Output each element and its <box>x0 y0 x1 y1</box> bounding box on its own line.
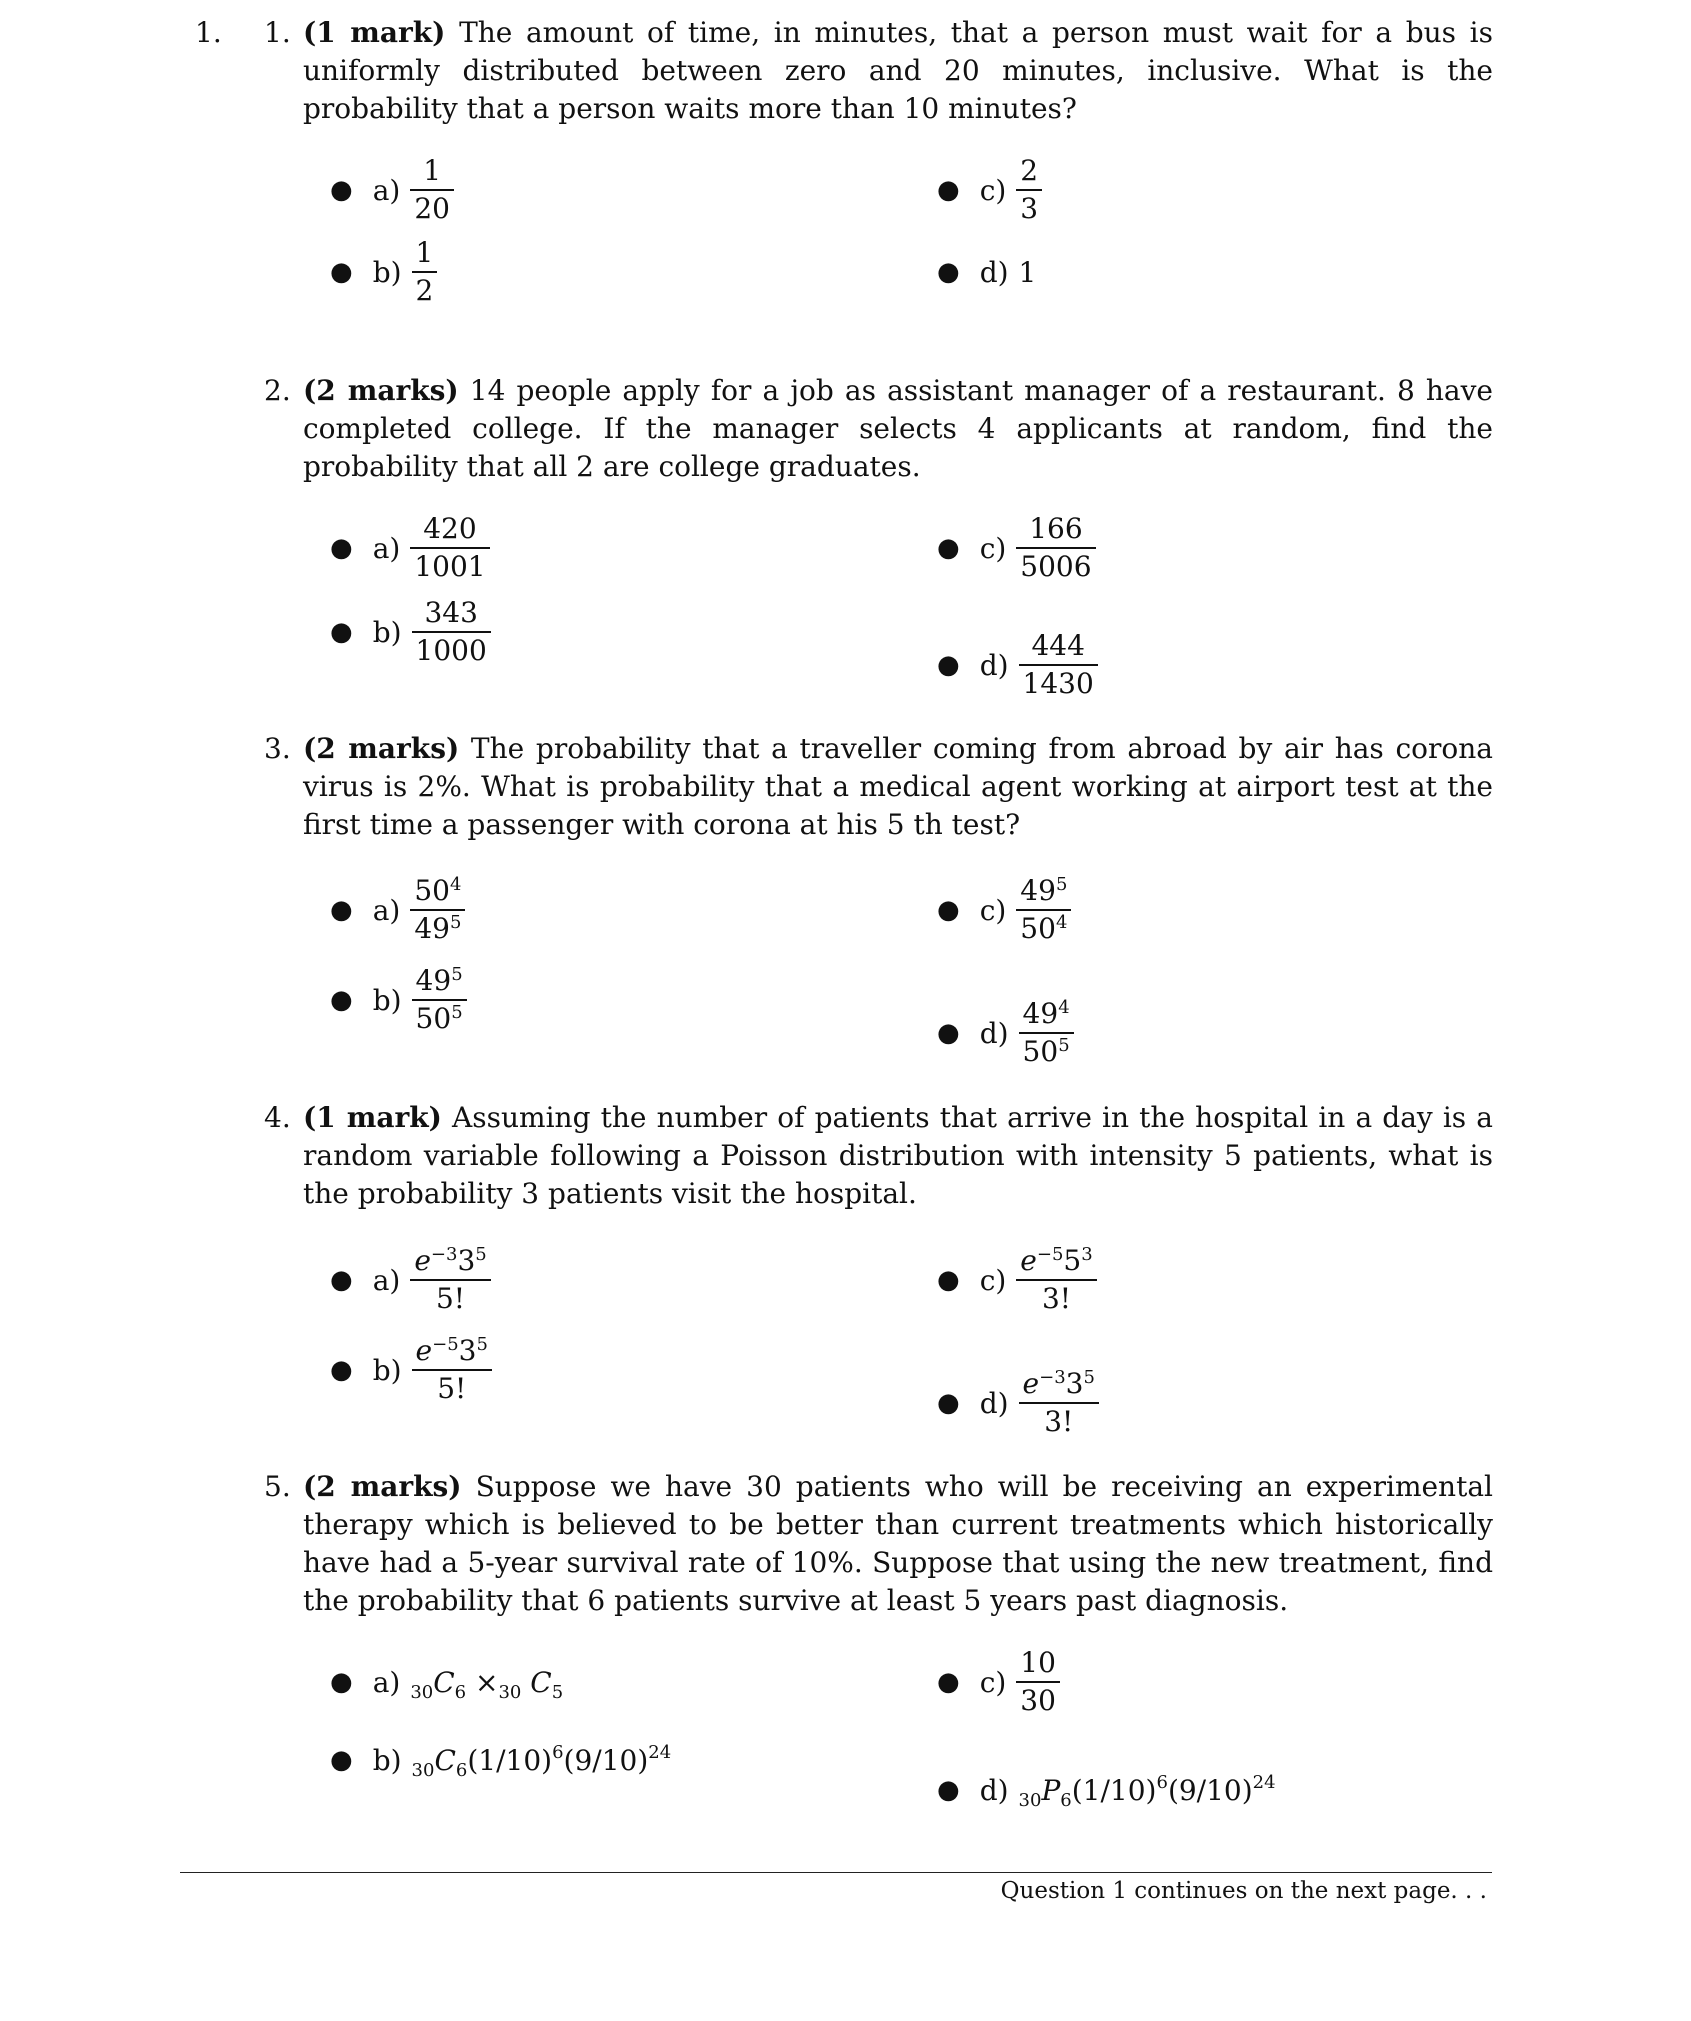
q5-option-b[interactable] <box>330 1720 671 1800</box>
option-label: d) <box>979 1773 1009 1807</box>
option-label: c) <box>979 173 1007 207</box>
q5-option-c[interactable] <box>937 1642 1060 1722</box>
q5-option-d[interactable] <box>937 1750 1276 1830</box>
fraction: $\frac{e^{-5}3^5}{5!}$ <box>412 1333 492 1407</box>
option-label: d) <box>979 1016 1009 1050</box>
option-label: b) <box>372 1353 402 1387</box>
option-expression: $_{30}P_6(1/10)^6(9/10)^{24}$ <box>1018 1771 1276 1811</box>
bullet-icon: ● <box>330 1745 353 1775</box>
bullet-icon: ● <box>330 257 353 287</box>
question-5-body: Suppose we have 30 patients who will be receiving an experimental therapy which is believed to be better than current treatments which historically have had a 5-year survival rate of 10%. Suppose that using the new treatment, find the probability that 6 patients survive at least 5 years past diagnosis. <box>303 1470 1493 1617</box>
fraction: $\frac{49^5}{50^4}$ <box>1016 873 1071 947</box>
option-label: b) <box>372 255 402 289</box>
bullet-icon: ● <box>330 175 353 205</box>
q2-option-a[interactable] <box>330 508 490 588</box>
option-expression: $_{30}C_6(1/10)^6(9/10)^{24}$ <box>411 1741 672 1781</box>
option-label: b) <box>372 1743 402 1777</box>
bullet-icon: ● <box>330 985 353 1015</box>
fraction: $\frac{49^5}{50^5}$ <box>412 963 467 1037</box>
option-label: a) <box>372 893 401 927</box>
question-4-text <box>303 1099 1493 1213</box>
bullet-icon: ● <box>937 257 960 287</box>
option-label: c) <box>979 893 1007 927</box>
footer-continues-note: Question 1 continues on the next page. . . <box>1000 1878 1487 1904</box>
question-5-text <box>303 1468 1493 1620</box>
option-label: a) <box>372 1665 401 1699</box>
option-label: d) <box>979 255 1009 289</box>
bullet-icon: ● <box>937 533 960 563</box>
question-2-body: 14 people apply for a job as assistant manager of a restaurant. 8 have completed college. If the manager selects 4 applicants at random, find the probability that all 2 are college graduates. <box>303 374 1493 483</box>
question-4-body: Assuming the number of patients that arrive in the hospital in a day is a random variable following a Poisson distribution with intensity 5 patients, what is the probability 3 patients visit the hospital. <box>303 1101 1493 1210</box>
q3-option-a[interactable] <box>330 870 465 950</box>
q4-option-d[interactable] <box>937 1363 1099 1443</box>
bullet-icon: ● <box>330 1265 353 1295</box>
fraction: $\frac{49^4}{50^5}$ <box>1019 996 1074 1070</box>
q1-option-a[interactable] <box>330 150 454 230</box>
fraction: $\frac{166}{5006}$ <box>1016 511 1095 585</box>
bullet-icon: ● <box>937 1775 960 1805</box>
bullet-icon: ● <box>937 1265 960 1295</box>
bullet-icon: ● <box>937 650 960 680</box>
bullet-icon: ● <box>937 175 960 205</box>
option-label: c) <box>979 531 1007 565</box>
bullet-icon: ● <box>330 895 353 925</box>
question-3-body: The probability that a traveller coming from abroad by air has corona virus is 2%. What is probability that a medical agent working at airport test at the first time a passenger with corona at his 5 th test? <box>303 732 1493 841</box>
q2-option-c[interactable] <box>937 508 1096 588</box>
question-2-text <box>303 372 1493 486</box>
fraction: $\frac{e^{-5}5^3}{3!}$ <box>1016 1243 1096 1317</box>
q4-option-c[interactable] <box>937 1240 1097 1320</box>
question-4-number: 4. <box>264 1101 291 1134</box>
option-label: b) <box>372 615 402 649</box>
option-label: d) <box>979 648 1009 682</box>
bullet-icon: ● <box>330 1667 353 1697</box>
question-1-body: The amount of time, in minutes, that a person must wait for a bus is uniformly distributed between zero and 20 minutes, inclusive. What is the probability that a person waits more than 10 minutes? <box>303 16 1493 125</box>
q2-option-d[interactable] <box>937 625 1098 705</box>
option-label: d) <box>979 1386 1009 1420</box>
fraction: $\frac{e^{-3}3^5}{5!}$ <box>410 1243 490 1317</box>
q2-option-b[interactable] <box>330 592 491 672</box>
fraction: $\frac{1}{2}$ <box>412 235 438 309</box>
question-3-marks: (2 marks) <box>303 732 460 765</box>
option-label: b) <box>372 983 402 1017</box>
fraction: $\frac{444}{1430}$ <box>1019 628 1098 702</box>
question-1-marks: (1 mark) <box>303 16 446 49</box>
question-1-number: 1. <box>264 16 291 49</box>
option-label: a) <box>372 1263 401 1297</box>
q5-option-a[interactable] <box>330 1642 563 1722</box>
option-value: 1 <box>1018 255 1037 289</box>
bullet-icon: ● <box>937 1667 960 1697</box>
q4-option-b[interactable] <box>330 1330 492 1410</box>
question-5-marks: (2 marks) <box>303 1470 462 1503</box>
bullet-icon: ● <box>937 1388 960 1418</box>
question-3-number: 3. <box>264 732 291 765</box>
q1-option-c[interactable] <box>937 150 1042 230</box>
bullet-icon: ● <box>330 1355 353 1385</box>
bullet-icon: ● <box>937 1018 960 1048</box>
option-expression: $_{30}C_6 \times_{30}$ $C_5$ <box>410 1665 564 1703</box>
fraction: $\frac{343}{1000}$ <box>412 595 491 669</box>
q3-option-c[interactable] <box>937 870 1071 950</box>
question-2-number: 2. <box>264 374 291 407</box>
q1-option-d[interactable] <box>937 232 1036 312</box>
option-label: a) <box>372 531 401 565</box>
fraction: $\frac{50^4}{49^5}$ <box>410 873 465 947</box>
q3-option-d[interactable] <box>937 993 1074 1073</box>
q1-option-b[interactable] <box>330 232 437 312</box>
question-2-marks: (2 marks) <box>303 374 459 407</box>
question-3-text <box>303 730 1493 844</box>
bullet-icon: ● <box>937 895 960 925</box>
fraction: $\frac{1}{20}$ <box>410 153 454 227</box>
option-label: a) <box>372 173 401 207</box>
question-5-number: 5. <box>264 1470 291 1503</box>
bullet-icon: ● <box>330 533 353 563</box>
question-1-text <box>303 14 1493 128</box>
outer-question-number: 1. <box>195 16 222 49</box>
option-label: c) <box>979 1263 1007 1297</box>
bullet-icon: ● <box>330 617 353 647</box>
fraction: $\frac{2}{3}$ <box>1016 153 1042 227</box>
q4-option-a[interactable] <box>330 1240 491 1320</box>
fraction: $\frac{10}{30}$ <box>1016 1645 1060 1719</box>
footer-rule <box>180 1872 1492 1873</box>
fraction: $\frac{420}{1001}$ <box>410 511 489 585</box>
question-4-marks: (1 mark) <box>303 1101 442 1134</box>
q3-option-b[interactable] <box>330 960 467 1040</box>
fraction: $\frac{e^{-3}3^5}{3!}$ <box>1019 1366 1099 1440</box>
option-label: c) <box>979 1665 1007 1699</box>
